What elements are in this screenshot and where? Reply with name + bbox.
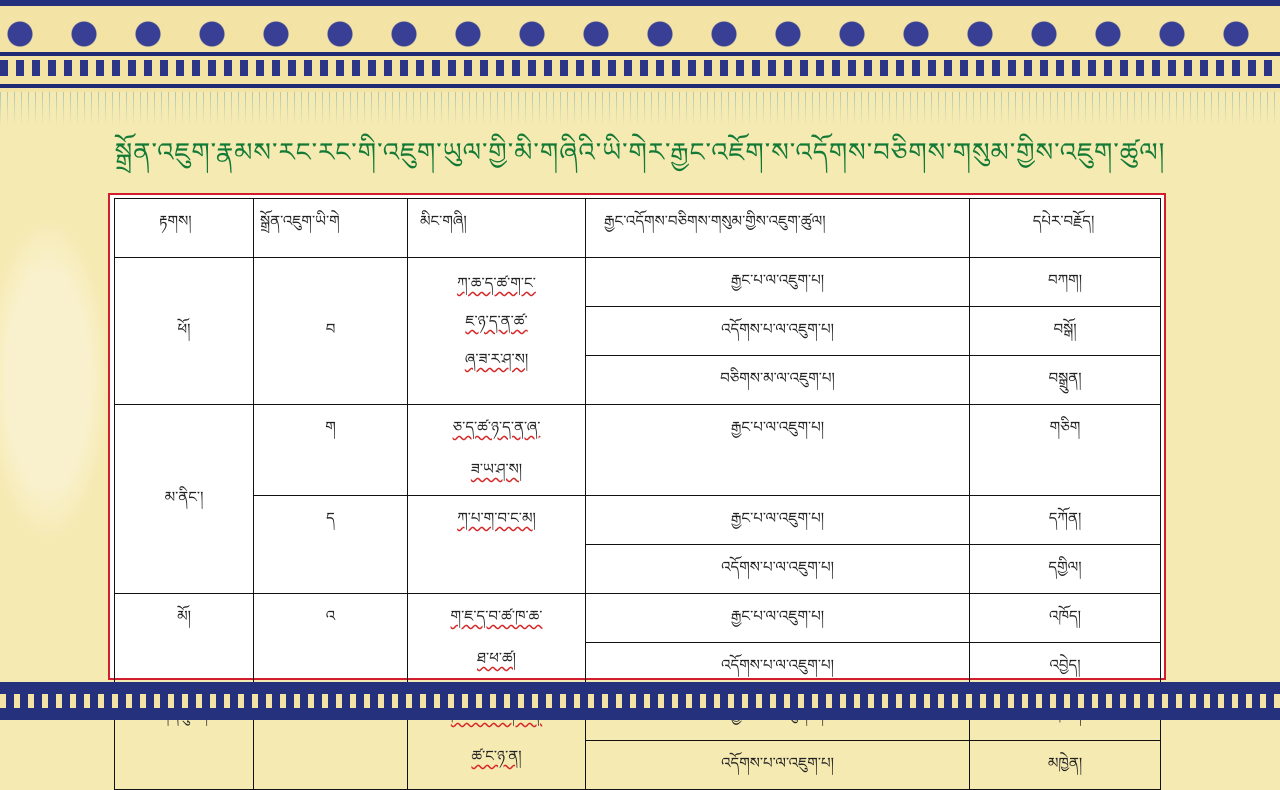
top-decorative-band <box>0 0 1280 92</box>
mark-cell: མོ། <box>115 594 254 692</box>
rule-cell: རྒྱང་པ་ལ་འཇུག་པ། <box>586 496 970 545</box>
base-line: ཀ་པ་ག་བ་ང་མ། <box>457 509 536 527</box>
table-row <box>115 594 1161 643</box>
top-divider <box>0 52 1280 56</box>
base-line: ག་ཇ་ད་བ་ཚ་ཁ་ཆ་ <box>450 607 543 625</box>
top-meander-border <box>0 60 1280 76</box>
base-cell <box>408 496 586 594</box>
table-row <box>115 258 1161 307</box>
base-line: ཞ་ཟ་ར་ཤ་ས། <box>464 350 529 368</box>
rule-cell: འདོགས་པ་ལ་འཇུག་པ། <box>586 545 970 594</box>
example-cell: འཁོད། <box>970 594 1161 643</box>
example-cell: དཀོན། <box>970 496 1161 545</box>
top-divider-lower <box>0 84 1280 88</box>
rule-cell: རྒྱང་པ་ལ་འཇུག་པ། <box>586 258 970 307</box>
bottom-meander-border <box>0 694 1280 708</box>
example-cell: བསྒོ། <box>970 307 1161 356</box>
base-line: ཚ་ང་ཉ་ན། <box>471 747 522 765</box>
letter-cell: ད <box>254 496 408 594</box>
mark-cell: ཕོ། <box>115 258 254 405</box>
rule-cell: རྒྱང་པ་ལ་འཇུག་པ། <box>586 594 970 643</box>
example-cell: འབྱེད། <box>970 643 1161 692</box>
header-example: དཔེར་བརྗོད། <box>970 199 1161 258</box>
example-cell: དགྱིལ། <box>970 545 1161 594</box>
rule-cell: འདོགས་པ་ལ་འཇུག་པ། <box>586 643 970 692</box>
rule-cell: འདོགས་པ་ལ་འཇུག་པ། <box>586 741 970 790</box>
base-line: ཇ་ཉ་ད་ན་ཚ་ <box>465 312 528 330</box>
base-cell <box>408 258 586 405</box>
base-cell <box>408 594 586 692</box>
header-mark: རྟགས། <box>115 199 254 258</box>
base-line: ཀ་ཆ་ད་ཚ་ག་ང་ <box>457 274 536 292</box>
table-frame <box>108 193 1166 772</box>
table-header-row <box>115 199 1161 258</box>
example-cell: བཀག། <box>970 258 1161 307</box>
slide-title: སྒྲོན་འཇུག་རྣམས་རང་རང་གི་འཇུག་ཡུལ་གྱི་མི་གཞིའི་ཡི་གེར་རྒྱང་འཇོག་ས་འདོགས་བཅིགས་གསུམ་གྱིས་འཇུག་ཚུལ། <box>114 138 1166 168</box>
letter-cell: བ <box>254 258 408 405</box>
table-row <box>115 405 1161 496</box>
bottom-decorative-band <box>0 682 1280 720</box>
mark-cell: མ་ནིང་། <box>115 405 254 594</box>
top-motif-pattern <box>0 0 1280 52</box>
example-cell: གཅིག <box>970 405 1161 496</box>
table-row <box>115 496 1161 545</box>
rule-cell: འདོགས་པ་ལ་འཇུག་པ། <box>586 307 970 356</box>
header-rule: རྒྱང་འདོགས་བཅིགས་གསུམ་གྱིས་འཇུག་ཚུལ། <box>586 199 970 258</box>
background-ornament <box>0 190 120 570</box>
rule-cell: བཅིགས་མ་ལ་འཇུག་པ། <box>586 356 970 405</box>
base-line: ཐ་ཕ་ཚ། <box>477 649 516 667</box>
base-cell <box>408 405 586 496</box>
example-cell: མཁྱེན། <box>970 741 1161 790</box>
letter-cell: ག <box>254 405 408 496</box>
rule-cell: རྒྱང་པ་ལ་འཇུག་པ། <box>586 405 970 496</box>
base-line: ཟ་ཡ་ཤ་ས། <box>470 460 523 478</box>
header-base: མིང་གཞི། <box>408 199 586 258</box>
base-line: ཅ་ད་ཚ་ཉ་ད་ན་ཞ་ <box>452 418 541 436</box>
header-letter: སྒྲོན་འཇུག་ཡི་གེ <box>254 199 408 258</box>
example-cell: བསྒྲུན། <box>970 356 1161 405</box>
fringe-decoration <box>0 92 1280 126</box>
letter-cell: འ <box>254 594 408 692</box>
